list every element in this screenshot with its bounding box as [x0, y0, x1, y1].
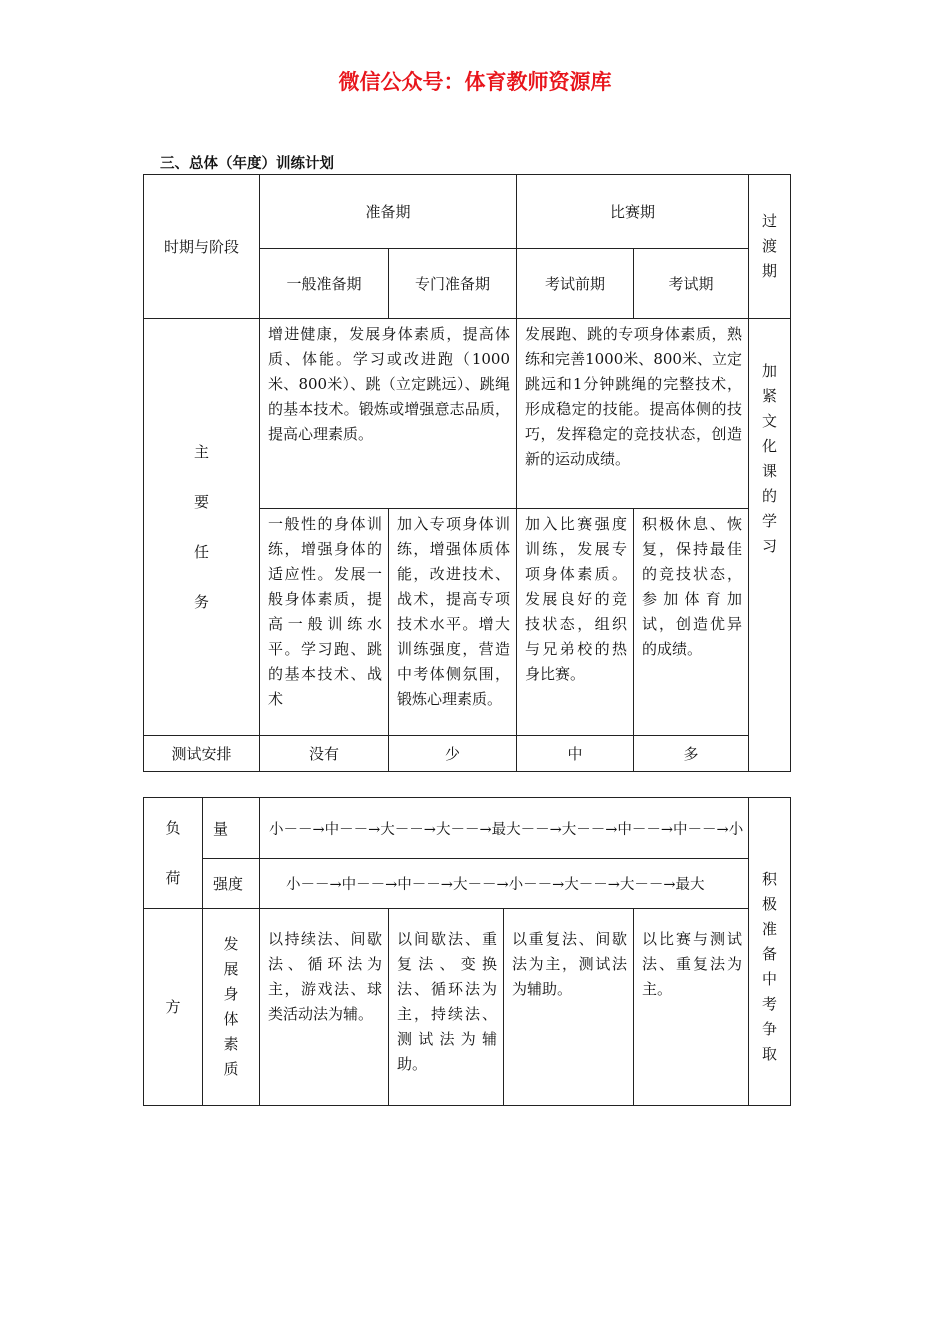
comp-task-cell: [517, 319, 749, 509]
competition-period-header: 比赛期: [517, 175, 749, 249]
develop-cell: [203, 909, 260, 1106]
method-exam-text: 以比赛与测试法、重复法为主。: [642, 930, 743, 998]
method-special-cell: [389, 909, 504, 1106]
comp-task-text: 发展跑、跳的专项身体素质，熟练和完善1000米、800米、立定跳远和1分钟跳绳的完整技术，形成稳定的技能。提高体侧的技巧，发挥稳定的竞技状态，创造新的运动成绩。: [525, 325, 743, 468]
prep-task-text: 增进健康，发展身体素质，提高体质、体能。学习或改进跑（1000米、800米）、跳（立定跳远）、跳绳的基本技术。锻炼或增强意志品质，提高心理素质。: [268, 325, 511, 443]
method-general-text: 以持续法、间歇法、循环法为主，游戏法、球类活动法为辅。: [268, 930, 382, 1023]
training-plan-table: [143, 174, 791, 772]
method-exam-cell: [634, 909, 749, 1106]
test-general: 没有: [260, 736, 389, 772]
prep-period-header: 准备期: [260, 175, 517, 249]
transition-task-text: 加紧文化课的学习: [762, 362, 778, 555]
pre-exam-task-text: 加入比赛强度训练，发展专项身体素质。发展良好的竞技状态，组织与兄弟校的热身比赛。: [525, 515, 628, 683]
intensity-label: 强度: [203, 859, 260, 909]
test-pre-exam: 中: [517, 736, 634, 772]
test-exam: 多: [634, 736, 749, 772]
intensity-sequence: 小－－→中－－→中－－→大－－→小－－→大－－→大－－→最大: [260, 859, 749, 909]
method-special-text: 以间歇法、重复法、变换法、循环法为主，持续法、测试法为辅助。: [397, 930, 497, 1073]
page-title: 微信公众号：体育教师资源库: [338, 70, 612, 94]
pre-exam-header: 考试前期: [517, 249, 634, 319]
section-heading: 三、总体（年度）训练计划: [160, 156, 334, 172]
transition-note-cell: [749, 798, 791, 1106]
method-pre-exam-cell: [504, 909, 634, 1106]
method-label: 方: [165, 997, 181, 1016]
main-tasks-label: 主要任务: [193, 443, 209, 611]
develop-label: 发展身体素质: [223, 935, 239, 1078]
special-prep-task-cell: [389, 509, 517, 736]
main-tasks-cell: [144, 319, 260, 736]
pre-exam-task-cell: [517, 509, 634, 736]
volume-sequence: 小－－→中－－→大－－→大－－→最大－－→大－－→中－－→中－－→小: [260, 798, 749, 859]
method-cell: [144, 909, 203, 1106]
general-prep-task-cell: [260, 509, 389, 736]
general-prep-header: 一般准备期: [260, 249, 389, 319]
special-prep-task-text: 加入专项身体训练，增强体质体能，改进技术、战术，提高专项技术水平。增大训练强度，营造中考体侧氛围，锻炼心理素质。: [397, 515, 511, 708]
transition-period-header: [749, 175, 791, 319]
test-schedule-label: 测试安排: [144, 736, 260, 772]
method-pre-exam-text: 以重复法、间歇法为主，测试法为辅助。: [512, 930, 627, 998]
load-cell: [144, 798, 203, 909]
transition-period-label: 过渡期: [762, 212, 778, 280]
transition-note-text: 积极准备中考争取: [762, 869, 778, 1063]
period-stage-label: 时期与阶段: [144, 175, 260, 319]
prep-task-cell: [260, 319, 517, 509]
general-prep-task-text: 一般性的身体训练，增强身体的适应性。发展一般身体素质，提高一般训练水平。学习跑、跳的基本技术、战术: [268, 515, 382, 708]
volume-label: 量: [203, 798, 260, 859]
special-prep-header: 专门准备期: [389, 249, 517, 319]
method-general-cell: [260, 909, 389, 1106]
load-method-table: [143, 797, 791, 1106]
transition-task-cell: [749, 319, 791, 772]
exam-task-text: 积极休息、恢复，保持最佳的竞技状态，参加体育加试，创造优异的成绩。: [642, 515, 743, 658]
exam-header: 考试期: [634, 249, 749, 319]
load-label: 负荷: [165, 819, 181, 887]
test-special: 少: [389, 736, 517, 772]
exam-task-cell: [634, 509, 749, 736]
